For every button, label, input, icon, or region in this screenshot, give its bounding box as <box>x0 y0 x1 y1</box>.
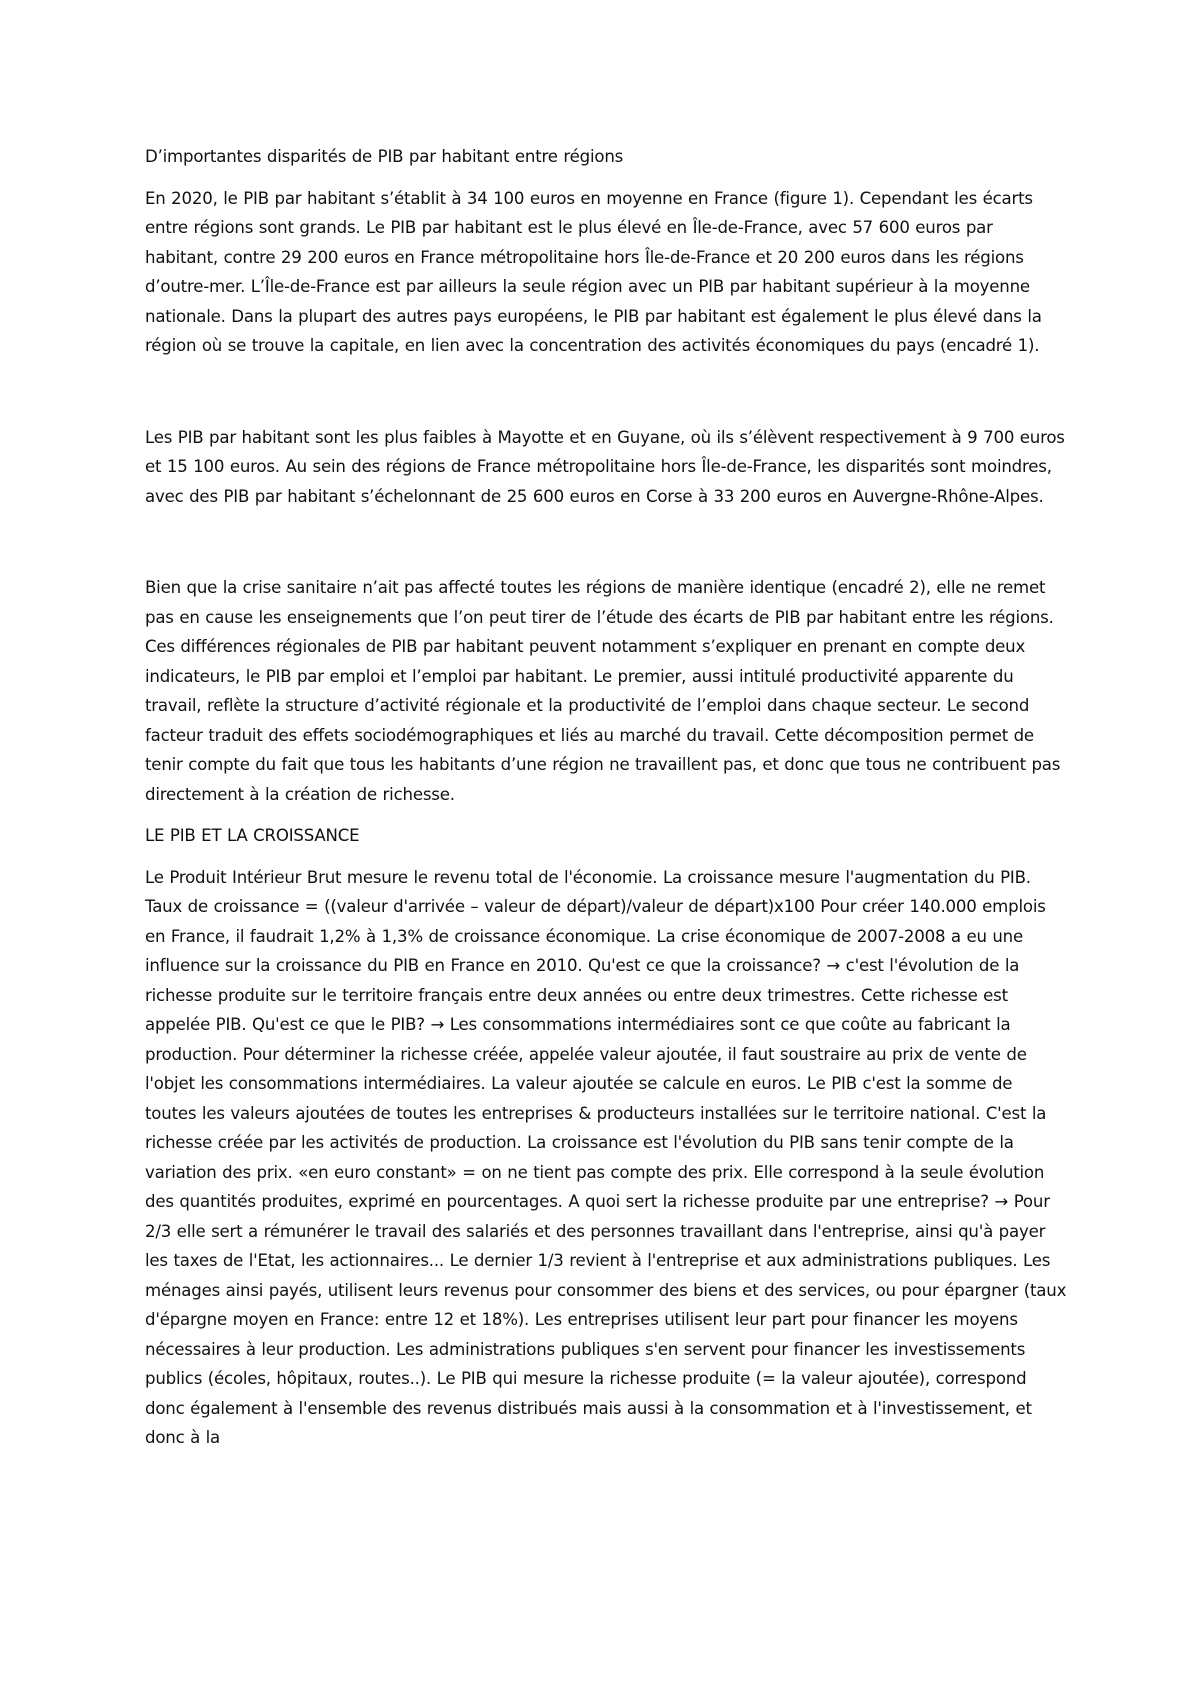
paragraph-lowest-pib: Les PIB par habitant sont les plus faibles à Mayotte et en Guyane, où ils s’élèvent respectivement à 9 700 euros et 15 100 euros. Au sein des régions de France métropolitaine hors Île-de-France, les disparités sont moindres, avec des PIB par habitant s’échelonnant de 25 600 euros en Corse à 33 200 euros en Auvergne-Rhône-Alpes. <box>145 427 1065 506</box>
section-heading-growth: LE PIB ET LA CROISSANCE <box>145 826 360 845</box>
paragraph-health-crisis: Bien que la crise sanitaire n’ait pas affecté toutes les régions de manière identique (encadré 2), elle ne remet pas en cause les enseignements que l’on peut tirer de l’étude des écarts de PIB par habitant entre les régions. Ces différences régionales de PIB par habitant peuvent notamment s’expliquer en prenant en compte deux indicateurs, le PIB par emploi et l’emploi par habitant. Le premier, aussi intitulé productivité apparente du travail, reflète la structure d’activité régionale et la productivité de l’emploi dans chaque secteur. Le second facteur traduit des effets sociodémographiques et liés au marché du travail. Cette décomposition permet de tenir compte du fait que tous les habitants d’une région ne travaillent pas, et donc que tous ne contribuent pas directement à la création de richesse. <box>145 578 1061 804</box>
section-heading-disparities: D’importantes disparités de PIB par habitant entre régions <box>145 147 624 166</box>
paragraph-pib-growth: Le Produit Intérieur Brut mesure le revenu total de l'économie. La croissance mesure l'augmentation du PIB. Taux de croissance = ((valeur d'arrivée – valeur de départ)/valeur de départ)x100 Pour créer 140.000 emplois en France, il faudrait 1,2% à 1,3% de croissance économique. La crise économique de 2007-2008 a eu une influence sur la croissance du PIB en France en 2010. Qu'est ce que la croissance? → c'est l'évolution de la richesse produite sur le territoire français entre deux années ou entre deux trimestres. Cette richesse est appelée PIB. Qu'est ce que le PIB? → Les consommations intermédiaires sont ce que coûte au fabricant la production. Pour déterminer la richesse créée, appelée valeur ajoutée, il faut soustraire au prix de vente de l'objet les consommations intermédiaires. La valeur ajoutée se calcule en euros. Le PIB c'est la somme de toutes les valeurs ajoutées de toutes les entreprises & producteurs installées sur le territoire national. C'est la richesse créée par les activités de production. La croissance est l'évolution du PIB sans tenir compte de la variation des prix. «en euro constant» = on ne tient pas compte des prix. Elle correspond à la seule évolution des quantités produites, exprimé en pourcentages. A quoi sert la richesse produite par une entreprise? → Pour 2/3 elle sert a rémunérer le travail des salariés et des personnes travaillant dans l'entreprise, ainsi qu'à payer les taxes de l'Etat, les actionnaires... Le dernier 1/3 revient à l'entreprise et aux administrations publiques. Les ménages ainsi payés, utilisent leurs revenus pour consommer des biens et des services, ou pour épargner (taux d'épargne moyen en France: entre 12 et 18%). Les entreprises utilisent leur part pour financer les moyens nécessaires à leur production. Les administrations publiques s'en servent pour financer les investissements publics (écoles, hôpitaux, routes..). Le PIB qui mesure la richesse produite (= la valeur ajoutée), correspond donc également à l'ensemble des revenus distribués mais aussi à la consommation et à l'investissement, et donc à la <box>145 867 1067 1447</box>
document-body <box>145 142 1067 1453</box>
paragraph-pib-average: En 2020, le PIB par habitant s’établit à 34 100 euros en moyenne en France (figure 1). Cependant les écarts entre régions sont grands. Le PIB par habitant est le plus élevé en Île-de-France, avec 57 600 euros par habitant, contre 29 200 euros en France métropolitaine hors Île-de-France et 20 200 euros dans les régions d’outre-mer. L’Île-de-France est par ailleurs la seule région avec un PIB par habitant supérieur à la moyenne nationale. Dans la plupart des autres pays européens, le PIB par habitant est également le plus élevé dans la région où se trouve la capitale, en lien avec la concentration des activités économiques du pays (encadré 1). <box>145 188 1042 355</box>
